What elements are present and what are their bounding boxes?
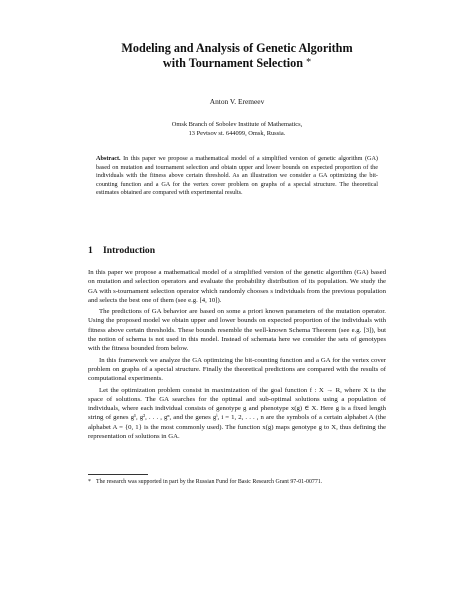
- footnote-text: The research was supported in part by the Russian Fund for Basic Research Grant 97-01-00771.: [96, 479, 323, 485]
- affiliation: [60, 120, 414, 138]
- title-footnote-mark: *: [306, 57, 312, 68]
- affiliation-line-1: Omsk Branch of Sobolev Institute of Mathematics,: [171, 121, 303, 128]
- body-text: [88, 268, 386, 443]
- abstract: [96, 155, 378, 198]
- section-number: 1: [88, 245, 93, 256]
- section-title: Introduction: [103, 245, 156, 256]
- title-line-2-text: with Tournament Selection: [162, 56, 304, 70]
- affiliation-line-2: 13 Pevtsov st. 644099, Omsk, Russia.: [188, 130, 286, 137]
- footnote: [88, 478, 386, 486]
- abstract-text: In this paper we propose a mathematical model of a simplified version of genetic algorithm (GA) based on mutation and tournament selection and obtain upper and lower bounds on expected proportion of the individuals with the fitness above certain threshold. As an illustration we consider a GA optimizing the bit-counting function and a GA for the vertex cover problem on graphs of a special structure. The theoretical estimates obtained are compared with experimental results.: [96, 155, 378, 197]
- title-line-2: [60, 56, 414, 72]
- paper-title: [60, 41, 414, 72]
- paragraph-4: Let the optimization problem consist in maximization of the goal function f : X → R, where X is the space of solutions. The GA searches for the optimal and sub-optimal solutions using a population of individuals, where each individual consists of genotype g and phenotype x(g) ∈ X. Here g is a fixed length string of genes g¹, g², . . . , gⁿ, and the genes gⁱ, i = 1, 2, . . . , n are the symbols of a certain alphabet A (the alphabet A = {0, 1} is the most commonly used). The function x(g) maps genotype g to X, thus defining the representation of solutions in GA.: [88, 386, 386, 441]
- footnote-mark: *: [88, 479, 91, 485]
- paragraph-2: The predictions of GA behavior are based on some a priori known parameters of the mutation operator. Using the proposed model we obtain upper and lower bounds on expected proportion of the individuals with fitness above certain thresholds. These bounds resemble the well-known Schema Theorem (see e.g. [3]), but the notion of schema is not used in this model. Instead of schemata here we consider the sets of genotypes with the fitness bounded from below.: [88, 308, 386, 353]
- paragraph-1: In this paper we propose a mathematical model of a simplified version of the genetic algorithm (GA) based on mutation and selection operators and evaluate the probability distribution of its population. We study the GA with s-tournament selection operator which randomly chooses s individuals from the previous population and selects the best one of them (see e.g. [4, 10]).: [88, 269, 386, 304]
- author-name: Anton V. Eremeev: [209, 97, 265, 106]
- abstract-heading: Abstract.: [96, 155, 121, 162]
- paragraph-3: In this framework we analyze the GA optimizing the bit-counting function and a GA for the vertex cover problem on graphs of a special structure. Finally the theoretical predictions are compared with the results of computational experiments.: [88, 356, 386, 383]
- section-heading: [88, 245, 155, 257]
- title-line-1: Modeling and Analysis of Genetic Algorithm: [121, 41, 353, 55]
- footnote-rule: [88, 474, 148, 475]
